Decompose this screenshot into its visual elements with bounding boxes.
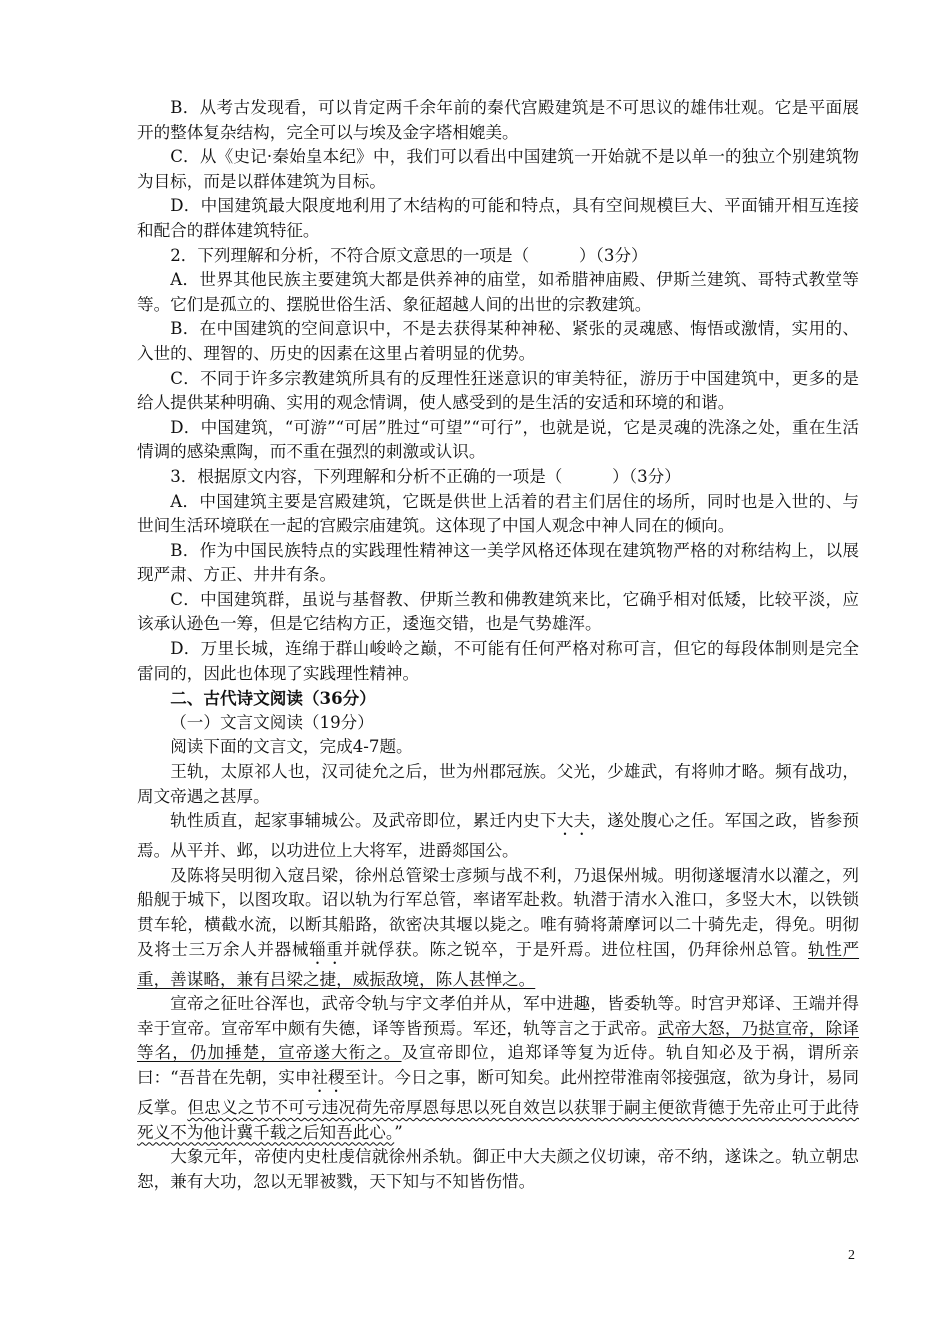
section-instruction: 阅读下面的文言文，完成4-7题。 — [170, 737, 413, 757]
q3-option-a: A．中国建筑主要是宫殿建筑，它既是供世上活着的君主们居住的场所，同时也是入世的、与世间生活环境联在一起的宫殿宗庙建筑。这体现了中国人观念中神人同在的倾向。 — [137, 491, 859, 536]
underlined-sentence: 武帝大怒，乃挞宣帝，除译等名，仍加捶楚，宣帝遂大衔之。 — [137, 1018, 859, 1063]
q2-option-d: D．中国建筑，“可游”“可居”胜过“可望”“可行”，也就是说，它是灵魂的洗涤之处，重在生活情调的感染熏陶，而不重在强烈的刺激或认识。 — [137, 417, 859, 462]
passage-text: 至计。今日之事，断可知矣。此州控带淮南邻接强寇，欲为身计，易同反掌。 — [137, 1067, 860, 1117]
q1-option-d: D．中国建筑最大限度地利用了木结构的可能和特点，具有空间规模巨大、平面铺开相互连接和配合的群体建筑特征。 — [137, 196, 859, 240]
passage-paragraph-4 — [137, 992, 859, 1145]
document-page — [137, 96, 859, 1194]
dotted-word: 社稷 — [311, 1067, 345, 1087]
dotted-word: 大夫 — [556, 811, 591, 831]
q2-option-a: A．世界其他民族主要建筑大都是供养神的庙堂，如希腊神庙殿、伊斯兰建筑、哥特式教堂等等。它们是孤立的、摆脱世俗生活、象征超越人间的出世的宗教建筑。 — [137, 270, 859, 314]
wavy-underlined-sentence: 但忠义之节不可亏违况荷先帝厚恩每思以死自效岂以获罪于嗣主便欲背德于先帝止可于此待死义不为他计冀千载之后知吾此心。 — [137, 1097, 860, 1142]
passage-text: 及宣帝即位，追郑译等复为近侍。轨自知必及于祸，谓所亲曰：“吾昔在先朝，实申 — [137, 1043, 860, 1087]
passage-paragraph-1: 王轨，太原祁人也，汉司徒允之后，世为州郡冠族。父光，少雄武，有将帅才略。频有战功，周文帝遇之甚厚。 — [137, 762, 859, 806]
q1-option-c: C．从《史记·秦始皇本纪》中，我们可以看出中国建筑一开始就不是以单一的独立个别建筑物为目标，而是以群体建筑为目标。 — [137, 147, 859, 191]
passage-paragraph-3 — [137, 864, 859, 992]
dotted-word: 辎重 — [309, 939, 344, 959]
passage-text: ” — [394, 1122, 403, 1142]
q2-stem: 2．下列理解和分析，不符合原文意思的一项是（ ）（3分） — [170, 245, 648, 265]
page-number: 2 — [848, 1248, 855, 1263]
q3-stem: 3．根据原文内容，下列理解和分析不正确的一项是（ ）（3分） — [170, 466, 681, 486]
passage-text: 宣帝之征吐谷浑也，武帝令轨与宇文孝伯并从，军中进趣，皆委轨等。时宫尹郑译、王端并得幸于宣帝。宣帝军中颇有失德，译等皆预焉。军还，轨等言之于武帝。 — [137, 994, 859, 1038]
underlined-sentence: 轨性严重，善谋略，兼有吕梁之捷，威振敌境，陈人甚惮之。 — [137, 939, 860, 989]
q3-option-b: B．作为中国民族特点的实践理性精神这一美学风格还体现在建筑物严格的对称结构上，以展现严肃、方正、井井有条。 — [137, 540, 859, 585]
q1-option-b: B．从考古发现看，可以肯定两千余年前的秦代宫殿建筑是不可思议的雄伟壮观。它是平面展开的整体复杂结构，完全可以与埃及金字塔相媲美。 — [137, 98, 859, 142]
passage-text: 轨性质直，起家事辅城公。及武帝即位，累迁内史下 — [170, 811, 557, 831]
q3-option-d: D．万里长城，连绵于群山峻岭之巅，不可能有任何严格对称可言，但它的每段体制则是完全雷同的，因此也体现了实践理性精神。 — [137, 639, 859, 683]
q2-option-b: B．在中国建筑的空间意识中，不是去获得某种神秘、紧张的灵魂感、悔悟或激情，实用的、入世的、理智的、历史的因素在这里占着明显的优势。 — [137, 319, 859, 363]
passage-text: 并就俘获。陈之锐卒，于是歼焉。进位柱国，仍拜徐州总管。 — [343, 939, 809, 959]
passage-text: ，遂处腹心之任。军国之政，皆参预焉。从平并、邺，以功进位上大将军，进爵郯国公。 — [137, 811, 860, 861]
section-title: 二、古代诗文阅读（36分） — [170, 688, 376, 709]
section-subtitle: （一）文言文阅读（19分） — [170, 712, 374, 732]
passage-paragraph-5: 大象元年，帝使内史杜虔信就徐州杀轨。御正中大夫颜之仪切谏，帝不纳，遂诛之。轨立朝忠恕，兼有大功，忽以无罪被戮，天下知与不知皆伤惜。 — [137, 1147, 859, 1191]
passage-paragraph-2 — [137, 809, 859, 864]
passage-text: 及陈将吴明彻入寇吕梁，徐州总管梁士彦频与战不利，乃退保州城。明彻遂堰清水以灌之，列船舰于城下，以图攻取。诏以轨为行军总管，率诸军赴救。轨潜于清水入淮口，多竖大木，以铁锁贯车轮，横截水流，以断其船路，欲密决其堰以毙之。唯有骑将萧摩诃以二十骑先走，得免。明彻及将士三万余人并器械 — [137, 865, 859, 959]
q3-option-c: C．中国建筑群，虽说与基督教、伊斯兰教和佛教建筑来比，它确乎相对低矮，比较平淡，应该承认逊色一筹，但是它结构方正，逶迤交错，也是气势雄浑。 — [137, 589, 859, 634]
q2-option-c: C．不同于许多宗教建筑所具有的反理性狂迷意识的审美特征，游历于中国建筑中，更多的是给人提供某种明确、实用的观念情调，使人感受到的是生活的安适和环境的和谐。 — [137, 368, 859, 413]
